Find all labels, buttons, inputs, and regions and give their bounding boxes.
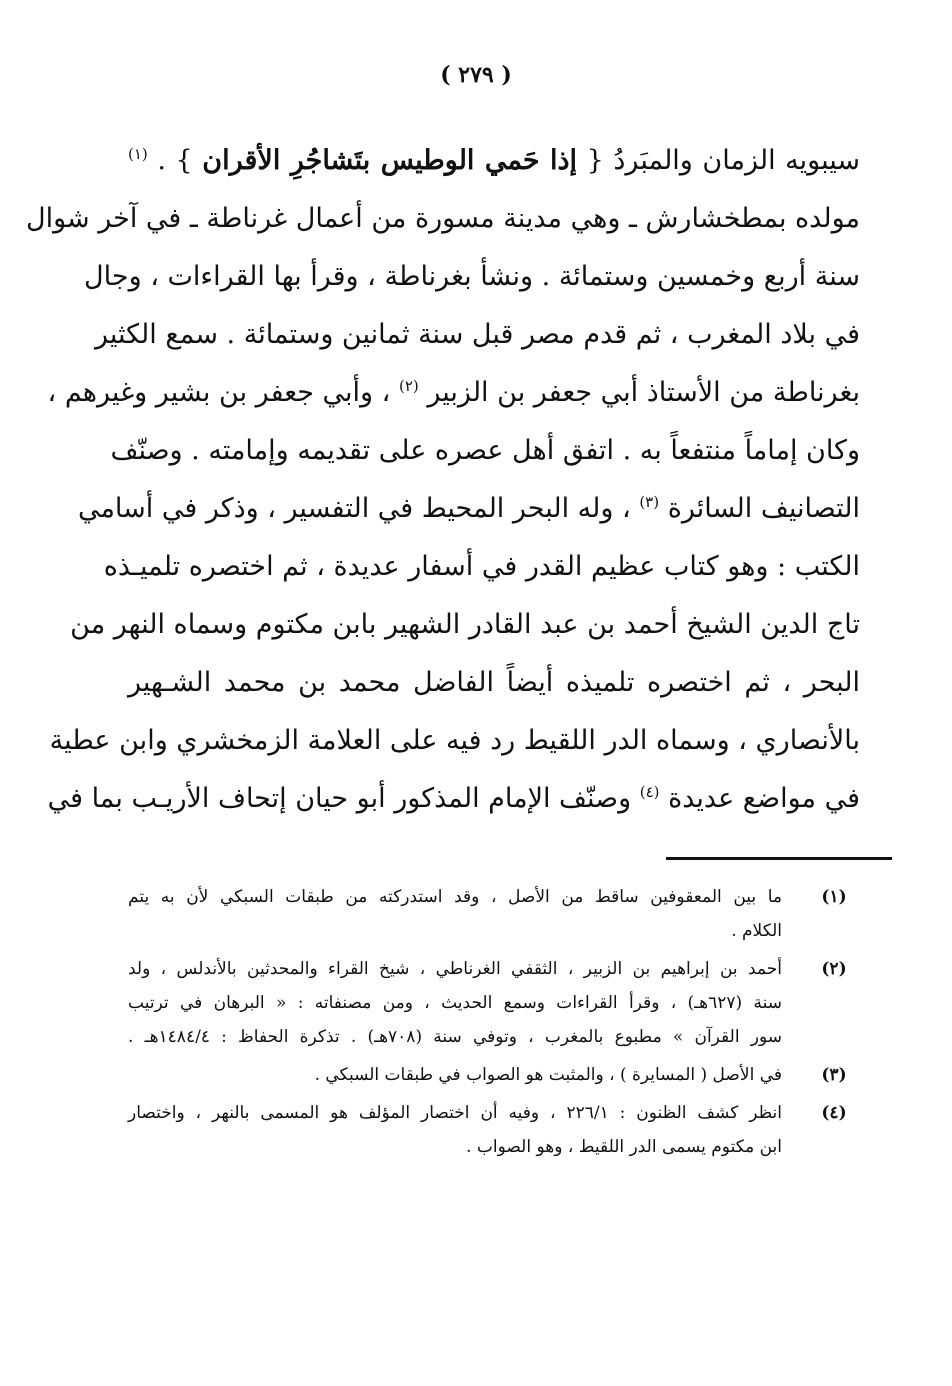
quoted-phrase: إذا حَمي الوطيس بتَشاجُرِ الأقران <box>202 145 578 176</box>
text-line-6: وكان إماماً منتفعاً به . اتفق أهل عصره على تقديمه وإمامته . وصنّف <box>110 435 860 466</box>
text-fragment: ، وله البحر المحيط في التفسير ، وذكر في أسامي <box>77 493 631 524</box>
text-line-7 <box>77 480 860 538</box>
text-fragment: بغرناطة من الأستاذ أبي جعفر بن الزبير <box>427 377 860 408</box>
text-line-2: مولده بمطخشارش ـ وهي مدينة مسورة من أعمال غرناطة ـ في آخر شوال <box>25 203 860 234</box>
footnotes <box>128 880 860 1168</box>
text-line-8: الكتب : وهو كتاب عظيم القدر في أسفار عديدة ، ثم اختصره تلميـذه <box>103 551 860 582</box>
footnote-line: الكلام . <box>731 921 782 941</box>
text-fragment: ، وأبي جعفر بن بشير وغيرهم ، <box>47 377 391 408</box>
footnote-ref-4: (٤) <box>639 783 660 801</box>
footnote-number: (١) <box>821 887 847 907</box>
page-number: ( ٢٧٩ ) <box>440 62 512 88</box>
footnote-3 <box>128 1058 860 1092</box>
text-line-11: بالأنصاري ، وسماه الدر اللقيط رد فيه على العلامة الزمخشري وابن عطية <box>49 725 860 756</box>
text-line-12 <box>47 770 860 828</box>
footnote-4 <box>128 1096 860 1164</box>
text-line-9: تاج الدين الشيخ أحمد بن عبد القادر الشهير بابن مكتوم وسماه النهر من <box>70 609 860 640</box>
footnote-ref-1: (١) <box>128 145 148 163</box>
footnote-number: (٤) <box>821 1103 847 1123</box>
footnote-line: ابن مكتوم يسمى الدر اللقيط ، وهو الصواب . <box>466 1137 782 1157</box>
footnote-line: في الأصل ( المسايرة ) ، والمثبت هو الصواب في طبقات السبكي . <box>314 1065 782 1085</box>
text-line-3: سنة أربع وخمسين وستمائة . ونشأ بغرناطة ، وقرأ بها القراءات ، وجال <box>84 261 860 292</box>
footnote-1 <box>128 880 860 948</box>
main-text <box>25 132 861 828</box>
footnote-number: (٣) <box>821 1065 847 1085</box>
text-fragment: في مواضع عديدة <box>668 783 860 814</box>
text-fragment: وصنّف الإمام المذكور أبو حيان إتحاف الأريـب بما في <box>47 783 632 814</box>
text-line-10: البحر ، ثم اختصره تلميذه أيضاً الفاضل محمد بن محمد الشـهير <box>128 667 860 698</box>
footnote-line: سنة (٦٢٧هـ) ، وقرأ القراءات وسمع الحديث ، ومن مصنفاته : « البرهان في ترتيب <box>128 993 782 1013</box>
text-fragment: سيبويه الزمان والمبَردُ { <box>577 145 861 176</box>
footnote-separator <box>666 857 892 860</box>
footnote-line: انظر كشف الظنون : ٢٢٦/١ ، وفيه أن اختصار المؤلف هو المسمى بالنهر ، واختصار <box>128 1103 782 1123</box>
footnote-ref-3: (٣) <box>639 493 660 511</box>
text-line-1 <box>128 132 860 190</box>
text-fragment: التصانيف السائرة <box>667 493 860 524</box>
text-line-5 <box>47 364 860 422</box>
footnote-2 <box>128 952 860 1054</box>
footnote-line: أحمد بن إبراهيم بن الزبير ، الثقفي الغرناطي ، شيخ القراء والمحدثين بالأندلس ، ولد <box>128 959 782 979</box>
text-line-4: في بلاد المغرب ، ثم قدم مصر قبل سنة ثمانين وستمائة . سمع الكثير <box>94 319 860 350</box>
footnote-line: سور القرآن » مطبوع بالمغرب ، وتوفي سنة (٧٠٨هـ) . تذكرة الحفاظ : ١٤٨٤/٤هـ . <box>128 1027 782 1047</box>
footnote-line: ما بين المعقوفين ساقط من الأصل ، وقد استدركته من طبقات السبكي لأن به يتم <box>128 887 782 907</box>
footnote-ref-2: (٢) <box>399 377 419 395</box>
footnote-number: (٢) <box>821 959 847 979</box>
text-fragment: } . <box>157 145 203 176</box>
